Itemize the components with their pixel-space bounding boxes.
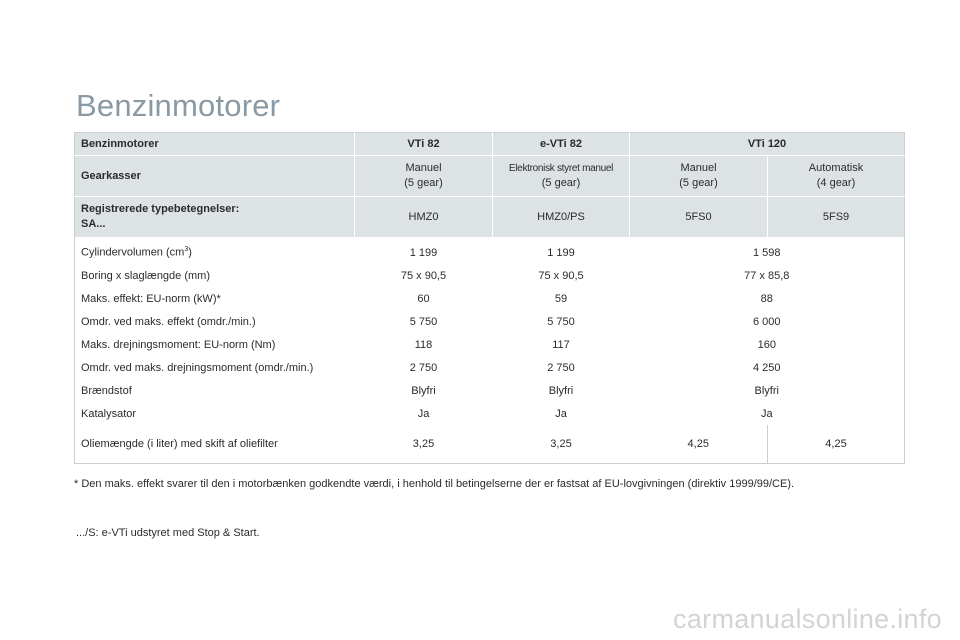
gearbox-cell: Manuel (5 gear) — [355, 156, 493, 197]
table-header-row — [75, 133, 905, 156]
row-value: Blyfri — [548, 384, 574, 397]
page-title: Benzinmotorer — [76, 88, 281, 123]
row-value: 1 199 — [547, 246, 575, 259]
row-value: 75 x 90,5 — [538, 269, 584, 282]
row-label: Brændstof — [81, 384, 132, 397]
row-value: 4,25 — [687, 438, 709, 450]
header-vti120: VTi 120 — [630, 133, 905, 156]
registered-type-row — [75, 197, 905, 238]
row-value: 160 — [757, 338, 776, 351]
row-label: Omdr. ved maks. drejningsmoment (omdr./min.) — [81, 361, 314, 374]
row-value: 75 x 90,5 — [400, 269, 447, 282]
table-row — [75, 264, 905, 287]
table-row — [75, 379, 905, 402]
row-label: Katalysator — [81, 407, 137, 420]
row-value: Ja — [555, 407, 567, 420]
registered-cell: 5FS9 — [768, 197, 905, 238]
row-value: 117 — [552, 338, 570, 351]
row-label: Maks. effekt: EU-norm (kW)* — [81, 292, 221, 305]
header-label: Benzinmotorer — [75, 133, 355, 156]
registered-cell: HMZ0 — [355, 197, 493, 238]
row-value: 59 — [554, 292, 568, 305]
stop-start-note: .../S: e-VTi udstyret med Stop & Start. — [76, 527, 260, 539]
row-value: 60 — [417, 292, 430, 305]
row-value: 88 — [760, 292, 773, 305]
table-row — [75, 237, 905, 264]
header-vti82: VTi 82 — [355, 133, 493, 156]
table-row — [75, 356, 905, 379]
gearbox-row — [75, 156, 905, 197]
table-row — [75, 287, 905, 310]
row-value: Ja — [760, 407, 773, 420]
table-row — [75, 333, 905, 356]
watermark: carmanualsonline.info — [673, 604, 942, 634]
row-value: 118 — [414, 338, 433, 351]
row-value: 1 199 — [409, 246, 438, 259]
row-value: 6 000 — [752, 315, 781, 328]
row-label: Cylindervolumen $(cm^3)$ — [81, 246, 192, 259]
row-value: Blyfri — [754, 384, 779, 397]
row-value: 3,25 — [412, 438, 435, 450]
row-value: 5 750 — [547, 315, 575, 328]
row-value: 77 x 85,8 — [744, 269, 790, 282]
row-label: Oliemængde (i liter) med skift af oliefilter — [81, 438, 278, 450]
row-label: Maks. drejningsmoment: EU-norm (Nm) — [81, 338, 276, 351]
table-row — [75, 402, 905, 425]
table-row — [75, 310, 905, 333]
gearbox-cell: Manuel (5 gear) — [630, 156, 768, 197]
oil-capacity-row — [75, 425, 905, 464]
row-value: Blyfri — [411, 384, 436, 397]
gearbox-cell: Elektronisk styret manuel (5 gear) — [493, 156, 630, 197]
row-value: 2 750 — [409, 361, 438, 374]
row-label: Boring x slaglængde (mm) — [81, 269, 210, 282]
registered-cell: 5FS0 — [630, 197, 768, 238]
row-label: Omdr. ved maks. effekt (omdr./min.) — [81, 315, 256, 328]
row-value: 5 750 — [409, 315, 438, 328]
row-value: 4,25 — [768, 425, 905, 464]
gearbox-cell: Automatisk (4 gear) — [768, 156, 905, 197]
registered-cell: HMZ0/PS — [493, 197, 630, 238]
row-value: 4 250 — [752, 361, 781, 374]
registered-label: Registrerede typebetegnelser: SA... — [75, 197, 355, 238]
row-value: Ja — [417, 407, 430, 420]
engine-spec-table — [74, 132, 905, 464]
row-value: 3,25 — [550, 438, 572, 450]
row-value: 1 598 — [752, 246, 781, 259]
row-value: 2 750 — [547, 361, 575, 374]
gearbox-label: Gearkasser — [75, 156, 355, 197]
header-evti82: e-VTi 82 — [493, 133, 630, 156]
footnote: * Den maks. effekt svarer til den i motorbænken godkendte værdi, i henhold til betingelserne der er fastsat af EU-lovgivningen (direktiv 1999/99/CE). — [74, 478, 795, 490]
